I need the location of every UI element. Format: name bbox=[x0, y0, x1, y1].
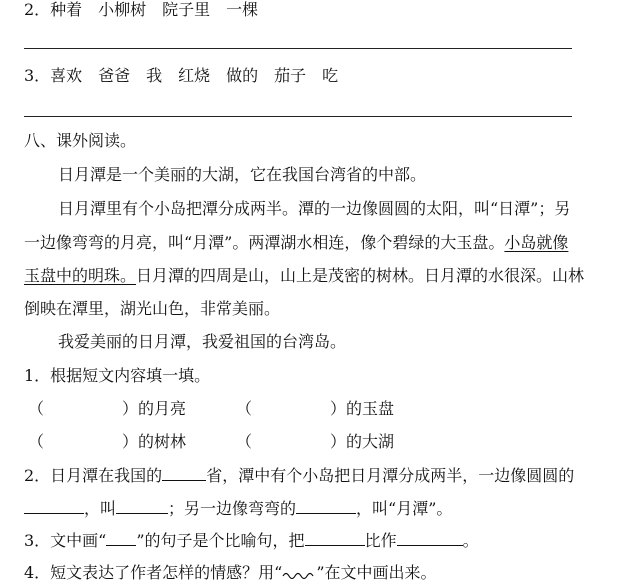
underlined-metaphor-part-1: 小岛就像 bbox=[504, 233, 569, 252]
q4-text: ”在文中画出来。 bbox=[316, 563, 437, 582]
q2-line-1 bbox=[24, 464, 574, 487]
open-paren: （ bbox=[236, 399, 253, 418]
q3-text: 。 bbox=[462, 531, 479, 550]
q2-text: ，叫“月潭”。 bbox=[356, 499, 453, 518]
q3-text: 比作 bbox=[364, 531, 397, 550]
q1-prompt: 1．根据短文内容填一填。 bbox=[24, 366, 211, 385]
fill-blank[interactable] bbox=[397, 529, 463, 546]
passage-para-2-line-2 bbox=[24, 232, 568, 254]
q3-line bbox=[24, 529, 479, 552]
answer-line-2 bbox=[24, 116, 572, 117]
passage-para-2-line-4: 倒映在潭里，湖光山色，非常美丽。 bbox=[24, 299, 281, 318]
fill-blank[interactable] bbox=[116, 497, 168, 514]
item-text: ）的树林 bbox=[122, 432, 187, 451]
q2-text: ；另一边像弯弯的 bbox=[168, 499, 297, 518]
q3-sentence: 3．喜欢 爸爸 我 红烧 做的 茄子 吃 bbox=[24, 66, 339, 85]
q1-item-3 bbox=[28, 431, 186, 453]
underlined-metaphor-part-2: 玉盘中的明珠。 bbox=[24, 266, 137, 285]
passage-text: 一边像弯弯的月亮，叫“月潭”。两潭湖水相连，像个碧绿的大玉盘。 bbox=[24, 233, 505, 252]
section-title: 八、课外阅读。 bbox=[24, 131, 137, 150]
q2-text: 省，潭中有个小岛把日月潭分成两半，一边像圆圆的 bbox=[206, 466, 575, 485]
q4-line bbox=[24, 562, 437, 584]
answer-line-1 bbox=[24, 48, 572, 49]
q1-item-4 bbox=[236, 431, 394, 453]
q3-text: 3．文中画“ bbox=[24, 531, 107, 550]
q1-item-2 bbox=[236, 398, 394, 420]
passage-para-2-line-1: 日月潭里有个小岛把潭分成两半。潭的一边像圆圆的太阳，叫“日潭”；另 bbox=[58, 199, 571, 218]
fill-blank[interactable] bbox=[24, 497, 84, 514]
q3-text: ”的句子是个比喻句，把 bbox=[136, 531, 305, 550]
q2-sentence: 2．种着 小柳树 院子里 一棵 bbox=[24, 0, 259, 19]
q1-item-1 bbox=[28, 398, 186, 420]
straight-underline-sample bbox=[106, 529, 136, 546]
fill-blank[interactable] bbox=[296, 497, 356, 514]
passage-para-1: 日月潭是一个美丽的大湖，它在我国台湾省的中部。 bbox=[58, 165, 427, 184]
open-paren: （ bbox=[28, 432, 45, 451]
fill-blank[interactable] bbox=[305, 529, 365, 546]
q2-line-2 bbox=[24, 497, 452, 520]
wavy-underline-icon bbox=[282, 569, 316, 579]
q2-text: 2．日月潭在我国的 bbox=[24, 466, 163, 485]
item-text: ）的大湖 bbox=[330, 432, 395, 451]
passage-para-3: 我爱美丽的日月潭，我爱祖国的台湾岛。 bbox=[58, 332, 347, 351]
passage-para-2-line-3 bbox=[24, 265, 584, 287]
passage-text: 日月潭的四周是山，山上是茂密的树林。日月潭的水很深。山林 bbox=[136, 266, 585, 285]
item-text: ）的玉盘 bbox=[330, 399, 395, 418]
item-text: ）的月亮 bbox=[122, 399, 187, 418]
open-paren: （ bbox=[28, 399, 45, 418]
fill-blank[interactable] bbox=[162, 464, 206, 481]
q2-text: ，叫 bbox=[84, 499, 117, 518]
open-paren: （ bbox=[236, 432, 253, 451]
q4-text: 4．短文表达了作者怎样的情感？用“ bbox=[24, 563, 283, 582]
